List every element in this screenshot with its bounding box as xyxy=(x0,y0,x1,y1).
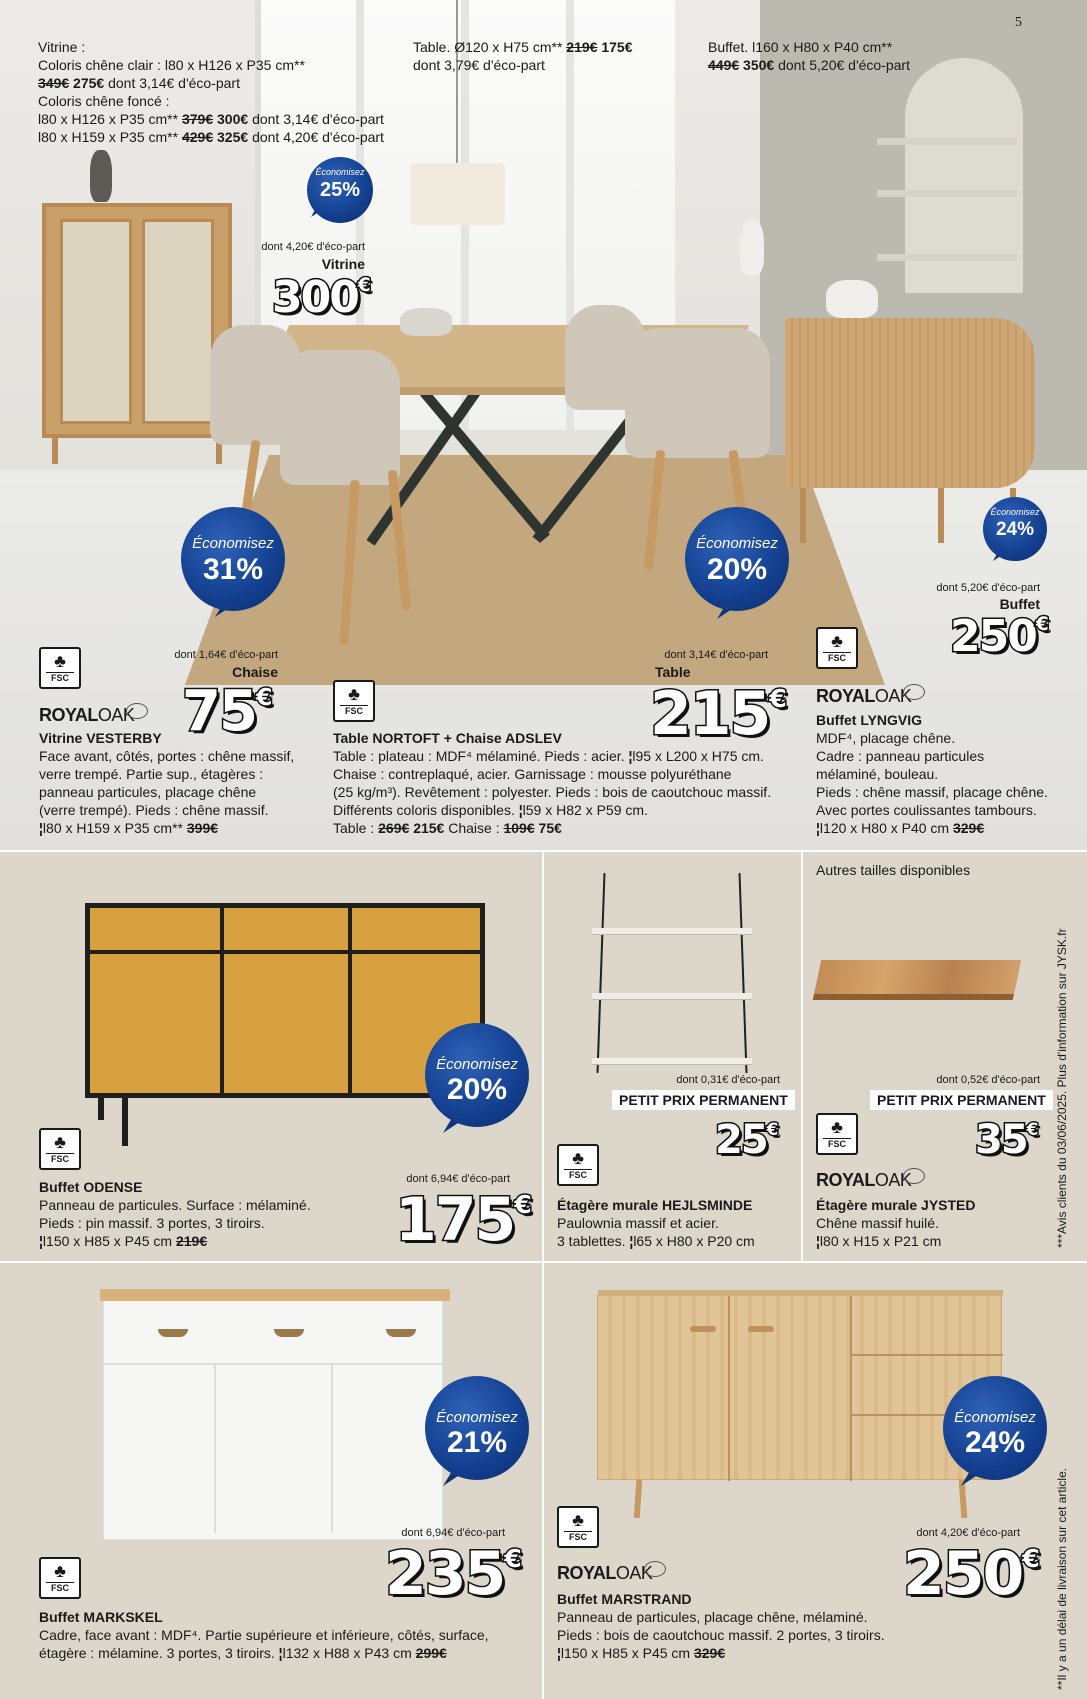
old-price: 349€ xyxy=(38,75,70,91)
discount-badge xyxy=(425,1376,529,1480)
discount-badge xyxy=(181,507,285,611)
desc-line xyxy=(333,747,803,765)
jysted-shelf-image xyxy=(813,960,1022,1000)
vase xyxy=(740,220,764,275)
tree-icon: ♣ xyxy=(831,1117,843,1137)
old-price: 219€ xyxy=(175,1233,208,1249)
prices-line xyxy=(333,819,803,837)
old-price: 219€ xyxy=(566,39,598,55)
eco-part: dont 0,31€ d'éco-part xyxy=(676,1074,780,1086)
door-line xyxy=(348,908,352,1093)
currency: € xyxy=(1026,1119,1039,1140)
tree-icon: ♣ xyxy=(572,1510,584,1530)
buffet-large-specs xyxy=(708,38,968,74)
side-note: **Il y a un délai de livraison sur cet article. xyxy=(1055,1467,1069,1690)
dims-line xyxy=(816,819,1076,837)
tree-icon: ♣ xyxy=(54,1561,66,1581)
royal-oak-logo xyxy=(557,1561,666,1584)
buffet-leg xyxy=(938,488,944,543)
spec-line xyxy=(38,110,418,128)
price xyxy=(385,1539,522,1609)
desc-text: Chaise : xyxy=(448,820,500,836)
dimension-icon: ¦ xyxy=(39,1233,43,1249)
discount-badge xyxy=(425,1023,529,1127)
adslev-chair-image xyxy=(280,350,400,485)
royal-oak-logo xyxy=(816,684,925,707)
new-price: 300€ xyxy=(217,111,249,127)
old-price: 329€ xyxy=(693,1645,726,1661)
eco-part: dont 6,94€ d'éco-part xyxy=(401,1527,505,1539)
door-handle xyxy=(690,1326,716,1332)
discount-badge xyxy=(685,507,789,611)
drawer-handle xyxy=(158,1329,188,1337)
fsc-logo xyxy=(39,647,81,689)
desc-line: MDF⁴, placage chêne. xyxy=(816,730,956,746)
brand-oak: OAK xyxy=(97,705,135,725)
product-name: Vitrine VESTERBY xyxy=(39,730,162,746)
eco-part: dont 5,20€ d'éco-part xyxy=(778,57,910,73)
discount-badge xyxy=(983,497,1047,561)
tree-icon: ♣ xyxy=(348,684,360,704)
price xyxy=(975,1117,1039,1163)
badge-percent: 20% xyxy=(446,1073,508,1106)
dimension-icon: ¦ xyxy=(39,820,43,836)
tree-icon: ♣ xyxy=(54,651,66,671)
fsc-logo xyxy=(39,1128,81,1170)
desc-line: Chaise : contreplaqué, acier. Garnissage : mousse polyuréthane xyxy=(333,766,732,782)
door-line xyxy=(728,1296,730,1481)
dimensions: l65 x H80 x P20 cm xyxy=(633,1233,755,1249)
marstrand-buffet-image xyxy=(597,1295,1002,1480)
fsc-text: FSC xyxy=(564,1531,592,1542)
brand-royal: ROYAL xyxy=(816,1170,875,1190)
vitrine-specs xyxy=(38,38,418,146)
drawer-line xyxy=(852,1354,1003,1356)
product-name: Buffet MARSTRAND xyxy=(557,1591,692,1607)
badge-word: Économisez xyxy=(436,1056,518,1073)
new-price: 215€ xyxy=(413,820,445,836)
brand-royal: ROYAL xyxy=(39,705,98,725)
desc-text: Différents coloris disponibles. xyxy=(333,802,515,818)
odense-description xyxy=(39,1178,359,1250)
fsc-logo xyxy=(333,680,375,722)
fsc-text: FSC xyxy=(823,652,851,663)
dims-line xyxy=(557,1232,797,1250)
price xyxy=(950,611,1049,662)
shelf-frame xyxy=(739,873,748,1073)
wall-shelf xyxy=(877,254,1017,261)
price xyxy=(903,1539,1040,1609)
desc-line: Pieds : bois de caoutchouc massif. 2 portes, 3 tiroirs. xyxy=(557,1627,885,1643)
table-round-specs xyxy=(413,38,673,74)
spec-line xyxy=(38,128,418,146)
price xyxy=(395,1185,532,1255)
price-value: 300 xyxy=(272,272,358,323)
dimensions: l80 x H15 x P21 cm xyxy=(819,1233,942,1249)
door-line xyxy=(331,1363,333,1533)
desc-text: Table : xyxy=(333,820,375,836)
fsc-text: FSC xyxy=(46,672,74,683)
price xyxy=(272,272,371,323)
drawer-handle xyxy=(386,1329,416,1337)
dimension-icon: ¦ xyxy=(816,820,820,836)
cabinet-leg xyxy=(52,434,58,464)
spec-line: Vitrine : xyxy=(38,39,86,55)
dims-line xyxy=(816,1232,1016,1250)
marstrand-description xyxy=(557,1590,917,1662)
desc-line: Panneau de particules. Surface : mélaminé. xyxy=(39,1197,311,1213)
wall-shelf xyxy=(877,190,1017,197)
fsc-text: FSC xyxy=(564,1169,592,1180)
desc-line: mélaminé, bouleau. xyxy=(816,766,939,782)
door-handle xyxy=(748,1326,774,1332)
desc-line: Panneau de particules, placage chêne, mélaminé. xyxy=(557,1609,868,1625)
product-name: Buffet MARKSKEL xyxy=(39,1609,163,1625)
ring-icon xyxy=(903,1168,925,1184)
door-line xyxy=(220,908,224,1093)
price xyxy=(715,1117,779,1163)
old-price: 329€ xyxy=(952,820,985,836)
badge-word: Économisez xyxy=(990,507,1040,517)
badge-percent: 24% xyxy=(964,1426,1026,1459)
desc-text: étagère : mélamine. 3 portes, 3 tiroirs. xyxy=(39,1645,275,1661)
new-price: 175€ xyxy=(601,39,633,55)
product-name: Étagère murale JYSTED xyxy=(816,1197,976,1213)
desc-line: Paulownia massif et acier. xyxy=(557,1215,719,1231)
buffet-leg xyxy=(800,488,806,543)
dimensions: l150 x H85 x P45 cm xyxy=(42,1233,173,1249)
product-label: Chaise xyxy=(232,664,278,680)
desc-line: Avec portes coulissantes tambours. xyxy=(816,802,1037,818)
product-name: Étagère murale HEJLSMINDE xyxy=(557,1197,753,1213)
dims-line xyxy=(557,1644,917,1662)
bowl xyxy=(826,280,878,318)
fsc-text: FSC xyxy=(823,1138,851,1149)
vesterby-description xyxy=(39,729,339,837)
door-line xyxy=(850,1296,852,1481)
fsc-logo xyxy=(557,1144,599,1186)
dimensions: l150 x H85 x P45 cm xyxy=(560,1645,691,1661)
desc-line: (verre trempé). Pieds : chêne massif. xyxy=(39,802,269,818)
adslev-chair-image xyxy=(625,328,770,458)
divider xyxy=(0,1261,1087,1263)
hejlsminde-shelf-image xyxy=(592,873,752,1073)
spec-line: Coloris chêne clair : l80 x H126 x P35 cm** xyxy=(38,57,305,73)
eco-part: dont 3,14€ d'éco-part xyxy=(108,75,240,91)
price-value: 235 xyxy=(385,1539,505,1609)
lamp-cord xyxy=(456,0,458,163)
currency: € xyxy=(357,275,371,297)
desc-line: Cadre, face avant : MDF⁴. Partie supérieure et inférieure, côtés, surface, xyxy=(39,1627,489,1643)
eco-part: dont 4,20€ d'éco-part xyxy=(252,129,384,145)
dims-line xyxy=(39,819,339,837)
side-note: ***Avis clients du 03/06/2025. Plus d'information sur JYSK.fr xyxy=(1055,928,1069,1248)
price-value: 175 xyxy=(395,1185,515,1255)
eco-part: dont 3,14€ d'éco-part xyxy=(664,649,768,661)
old-price: 109€ xyxy=(503,820,535,836)
currency: € xyxy=(255,682,273,711)
vitrine-cabinet-image xyxy=(42,203,232,438)
eco-part: dont 6,94€ d'éco-part xyxy=(406,1173,510,1185)
eco-part: dont 5,20€ d'éco-part xyxy=(936,582,1040,594)
desc-line: Cadre : panneau particules xyxy=(816,748,985,764)
spec-line xyxy=(413,38,673,56)
spec-line: Coloris chêne foncé : xyxy=(38,93,170,109)
dimension-icon: ¦ xyxy=(629,1233,634,1249)
drawer-line xyxy=(90,950,480,954)
dimensions: l132 x H88 x P43 cm xyxy=(282,1645,412,1661)
wall-shelf xyxy=(877,138,1017,145)
dimensions: l59 x H82 x P59 cm. xyxy=(522,802,648,818)
spec-line: Buffet. l160 x H80 x P40 cm** xyxy=(708,39,893,55)
divider xyxy=(542,850,544,1699)
lamp-base xyxy=(90,150,112,202)
dimensions: l80 x H159 x P35 cm** xyxy=(42,820,183,836)
product-label: Table xyxy=(655,664,691,680)
nortoft-description xyxy=(333,729,803,837)
desc-line: (25 kg/m³). Revêtement : polyester. Pieds : bois de caoutchouc massif. xyxy=(333,784,772,800)
desc-text: 3 tablettes. xyxy=(557,1233,626,1249)
old-price: 379€ xyxy=(181,111,214,127)
brand-oak: OAK xyxy=(874,1170,912,1190)
badge-word: Économisez xyxy=(315,167,365,177)
badge-percent: 21% xyxy=(446,1426,508,1459)
desc-line xyxy=(333,801,803,819)
fsc-logo xyxy=(816,627,858,669)
brand-oak: OAK xyxy=(615,1563,653,1583)
old-price: 299€ xyxy=(415,1645,447,1661)
desc-line: Face avant, côtés, portes : chêne massif, xyxy=(39,748,295,764)
price-value: 25 xyxy=(715,1117,767,1163)
eco-part: dont 4,20€ d'éco-part xyxy=(916,1527,1020,1539)
drawer-line xyxy=(104,1363,444,1365)
shelf-board xyxy=(592,993,752,1000)
badge-percent: 20% xyxy=(706,553,768,586)
ring-icon xyxy=(903,684,925,700)
new-price: 325€ xyxy=(217,129,249,145)
ring-icon xyxy=(644,1561,666,1577)
eco-part: dont 0,52€ d'éco-part xyxy=(936,1074,1040,1086)
badge-word: Économisez xyxy=(696,535,778,552)
dimension-icon: ¦ xyxy=(278,1645,283,1661)
page-number: 5 xyxy=(1015,15,1022,30)
currency: € xyxy=(514,1190,532,1220)
desc-line: Pieds : chêne massif, placage chêne. xyxy=(816,784,1048,800)
lyngvig-buffet-image xyxy=(785,318,1035,488)
badge-word: Économisez xyxy=(192,535,274,552)
buffet-leg xyxy=(98,1098,104,1120)
lyngvig-description xyxy=(816,711,1076,837)
currency: € xyxy=(766,1119,779,1140)
eco-part: dont 3,14€ d'éco-part xyxy=(252,111,384,127)
product-label: Buffet xyxy=(999,596,1040,612)
currency: € xyxy=(769,684,787,714)
fsc-text: FSC xyxy=(46,1582,74,1593)
drawer-handle xyxy=(274,1329,304,1337)
dimensions: l80 x H126 x P35 cm** xyxy=(38,111,179,127)
desc-line: Pieds : pin massif. 3 portes, 3 tiroirs. xyxy=(39,1215,265,1231)
buffet-top xyxy=(100,1289,450,1301)
fsc-text: FSC xyxy=(46,1153,74,1164)
permanent-price-tag: PETIT PRIX PERMANENT xyxy=(612,1090,795,1110)
tree-icon: ♣ xyxy=(54,1132,66,1152)
buffet-leg xyxy=(122,1098,128,1146)
royal-oak-logo xyxy=(816,1168,925,1191)
dimensions: l120 x H80 x P40 cm xyxy=(819,820,950,836)
brand-royal: ROYAL xyxy=(816,686,875,706)
discount-badge xyxy=(943,1376,1047,1480)
eco-part: dont 3,79€ d'éco-part xyxy=(413,57,545,73)
dimension-icon: ¦ xyxy=(518,802,523,818)
desc-line: panneau particules, placage chêne xyxy=(39,784,257,800)
discount-badge xyxy=(307,157,373,223)
tree-icon: ♣ xyxy=(831,631,843,651)
product-name: Table NORTOFT + Chaise ADSLEV xyxy=(333,730,562,746)
price-value: 250 xyxy=(950,611,1036,662)
hejlsminde-description xyxy=(557,1196,797,1250)
new-price: 350€ xyxy=(743,57,775,73)
shelf-board xyxy=(592,1058,752,1065)
badge-word: Économisez xyxy=(954,1409,1036,1426)
sizes-note: Autres tailles disponibles xyxy=(816,862,971,878)
dimensions: l80 x H159 x P35 cm** xyxy=(38,129,179,145)
royal-oak-logo xyxy=(39,703,148,726)
permanent-price-tag: PETIT PRIX PERMANENT xyxy=(870,1090,1053,1110)
badge-percent: 24% xyxy=(995,519,1035,540)
new-price: 75€ xyxy=(538,820,562,836)
new-price: 275€ xyxy=(73,75,105,91)
product-name: Buffet ODENSE xyxy=(39,1179,143,1195)
price-value: 75 xyxy=(182,679,256,744)
fsc-logo xyxy=(557,1506,599,1548)
spec-line xyxy=(38,74,418,92)
markskel-buffet-image xyxy=(103,1300,443,1540)
fsc-logo xyxy=(39,1557,81,1599)
dimensions: l95 x L200 x H75 cm. xyxy=(632,748,764,764)
desc-line: Chêne massif huilé. xyxy=(816,1215,939,1231)
shelf-board xyxy=(592,928,752,935)
currency: € xyxy=(1035,614,1049,636)
tree-icon: ♣ xyxy=(572,1148,584,1168)
price-value: 35 xyxy=(975,1117,1027,1163)
fsc-logo xyxy=(816,1113,858,1155)
dimension-icon: ¦ xyxy=(628,748,633,764)
jysted-description xyxy=(816,1196,1016,1250)
buffet-top xyxy=(598,1290,1003,1296)
markskel-description xyxy=(39,1608,539,1662)
currency: € xyxy=(1022,1544,1040,1574)
price-value: 250 xyxy=(903,1539,1023,1609)
badge-percent: 25% xyxy=(319,179,361,201)
brand-royal: ROYAL xyxy=(557,1563,616,1583)
dims-line xyxy=(39,1644,539,1662)
product-name: Buffet LYNGVIG xyxy=(816,712,923,728)
dims-line xyxy=(39,1232,359,1250)
product-label: Vitrine xyxy=(321,256,365,272)
old-price: 429€ xyxy=(181,129,214,145)
pendant-lamp xyxy=(410,163,505,225)
brand-oak: OAK xyxy=(874,686,912,706)
eco-part: dont 1,64€ d'éco-part xyxy=(174,649,278,661)
door-line xyxy=(214,1363,216,1533)
old-price: 269€ xyxy=(378,820,410,836)
eco-part: dont 4,20€ d'éco-part xyxy=(261,241,365,253)
plates xyxy=(400,308,452,336)
dimension-icon: ¦ xyxy=(816,1233,820,1249)
old-price: 449€ xyxy=(708,57,740,73)
currency: € xyxy=(504,1544,522,1574)
ring-icon xyxy=(126,703,148,719)
badge-word: Économisez xyxy=(436,1409,518,1426)
price-value: 215 xyxy=(650,679,770,749)
spec-line xyxy=(708,56,968,74)
dimensions: Table. Ø120 x H75 cm** xyxy=(413,39,563,55)
desc-line: verre trempé. Partie sup., étagères : xyxy=(39,766,264,782)
desc-text: Table : plateau : MDF⁴ mélaminé. Pieds : acier. xyxy=(333,748,625,764)
badge-percent: 31% xyxy=(202,553,264,586)
shelf-frame xyxy=(597,873,606,1073)
dimension-icon: ¦ xyxy=(557,1645,561,1661)
cabinet-glass xyxy=(60,219,132,424)
fsc-text: FSC xyxy=(340,705,368,716)
old-price: 399€ xyxy=(186,820,219,836)
divider xyxy=(801,850,803,1262)
